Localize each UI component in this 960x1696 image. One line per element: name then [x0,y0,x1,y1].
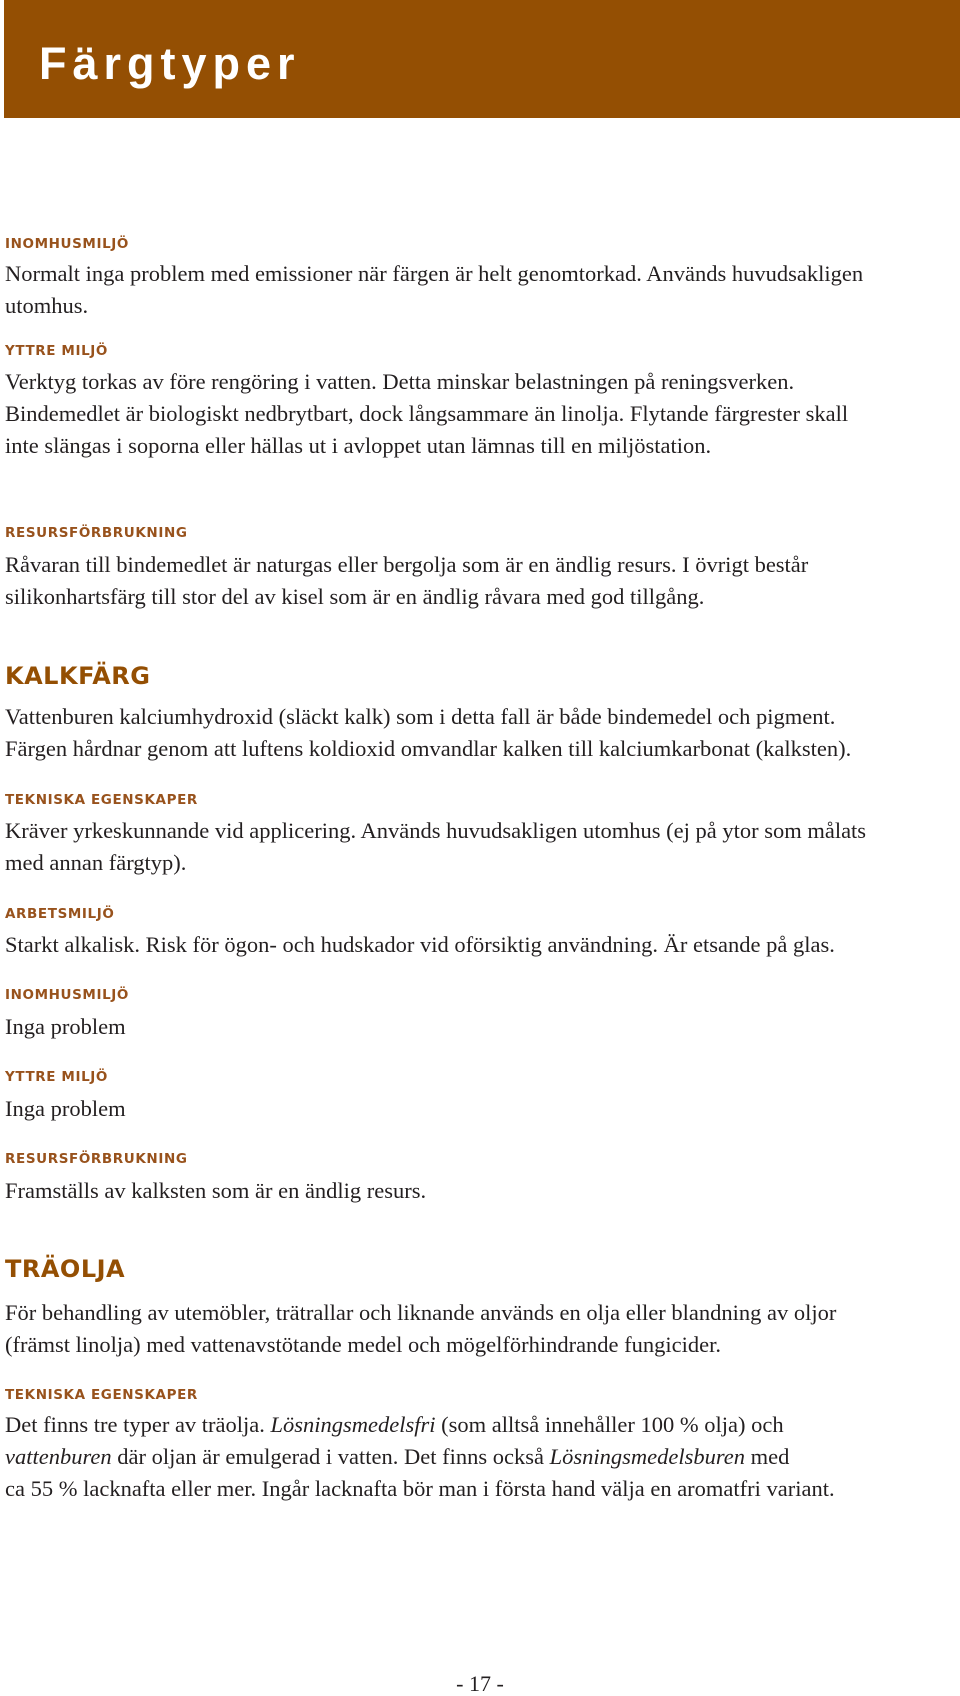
text-run: (som alltså innehåller 100 % olja) och [435,1412,784,1437]
paragraph-line: För behandling av utemöbler, trätrallar och liknande används en olja eller blandning av oljor [5,1300,837,1325]
traolja-intro [5,1297,945,1361]
section-label: INOMHUSMILJÖ [5,236,129,252]
paragraph-line: Vattenburen kalciumhydroxid (släckt kalk) som i detta fall är både bindemedel och pigment. [5,704,836,729]
paragraph-line: Färgen hårdnar genom att luftens koldioxid omvandlar kalken till kalciumkarbonat (kalksten). [5,736,852,761]
paragraph-line: Råvaran till bindemedlet är naturgas eller bergolja som är en ändlig resurs. I övrigt består [5,552,809,577]
kalkfarg-intro [5,701,945,765]
text-run: Det finns tre typer av träolja. [5,1412,271,1437]
traolja-heading-block [5,1253,945,1285]
kalkfarg-yttre-label [5,1067,945,1087]
paragraph-line: inte slängas i soporna eller hällas ut i avloppet utan lämnas till en miljöstation. [5,433,712,458]
paragraph-line [5,1409,945,1441]
page-number: - 17 - [456,1671,504,1696]
emphasis-term: Lösningsmedelsburen [549,1444,746,1469]
section-yttre-miljo-text [5,366,945,462]
section-resursforbrukning-text [5,549,945,613]
text-run: där oljan är emulgerad i vatten. Det finns också [111,1444,550,1469]
traolja-tekniska-text [5,1409,945,1505]
paragraph-line: Bindemedlet är biologiskt nedbrytbart, dock långsammare än linolja. Flytande färgrester skall [5,401,849,426]
kalkfarg-inomhus-text [5,1011,945,1043]
paragraph-line: (främst linolja) med vattenavstötande medel och mögelförhindrande fungicider. [5,1332,722,1357]
paragraph-line: Kräver yrkeskunnande vid applicering. Används huvudsakligen utomhus (ej på ytor som målats [5,818,867,843]
section-yttre-miljo [5,341,945,361]
emphasis-term: Lösningsmedelsfri [270,1412,436,1437]
paragraph-line: Starkt alkalisk. Risk för ögon- och hudskador vid oförsiktig användning. Är etsande på glas. [5,932,835,957]
section-label: ARBETSMILJÖ [5,906,115,922]
paragraph-line: Normalt inga problem med emissioner när färgen är helt genomtorkad. Används huvudsakligen [5,261,864,286]
page-title: Färgtyper [39,38,301,89]
section-inomhusmiljo [5,234,945,254]
section-label: YTTRE MILJÖ [5,1069,108,1085]
kalkfarg-resurs-label [5,1149,945,1169]
section-label: YTTRE MILJÖ [5,343,108,359]
paragraph-line [5,1441,945,1473]
section-label: INOMHUSMILJÖ [5,987,129,1003]
section-resursforbrukning [5,523,945,543]
kalkfarg-arbetsmiljo-label [5,904,945,924]
section-label: TEKNISKA EGENSKAPER [5,792,198,808]
paragraph-line: silikonhartsfärg till stor del av kisel som är en ändlig råvara med god tillgång. [5,584,705,609]
kalkfarg-inomhus-label [5,985,945,1005]
emphasis-term: vattenburen [5,1444,112,1469]
section-label: TEKNISKA EGENSKAPER [5,1387,198,1403]
paragraph-line: Inga problem [5,1014,126,1039]
kalkfarg-tekniska-label [5,790,945,810]
paragraph-line: Verktyg torkas av före rengöring i vatten. Detta minskar belastningen på reningsverken. [5,369,795,394]
paragraph-line: Framställs av kalksten som är en ändlig resurs. [5,1178,427,1203]
kalkfarg-resurs-text [5,1175,945,1207]
section-inomhusmiljo-text [5,258,945,322]
kalkfarg-yttre-text [5,1093,945,1125]
paragraph-line: utomhus. [5,293,89,318]
kalkfarg-arbetsmiljo-text [5,929,945,961]
text-run: med [745,1444,790,1469]
paragraph-line: ca 55 % lacknafta eller mer. Ingår lacknafta bör man i första hand välja en aromatfri variant. [5,1476,835,1501]
kalkfarg-tekniska-text [5,815,945,879]
kalkfarg-heading-block [5,660,945,692]
traolja-tekniska-label [5,1385,945,1405]
header-band [4,0,960,118]
paragraph-line: Inga problem [5,1096,126,1121]
section-label: RESURSFÖRBRUKNING [5,1151,188,1167]
section-label: RESURSFÖRBRUKNING [5,525,188,541]
section-heading-kalkfarg: KALKFÄRG [5,662,151,690]
section-heading-traolja: TRÄOLJA [5,1255,126,1283]
paragraph-line: med annan färgtyp). [5,850,187,875]
